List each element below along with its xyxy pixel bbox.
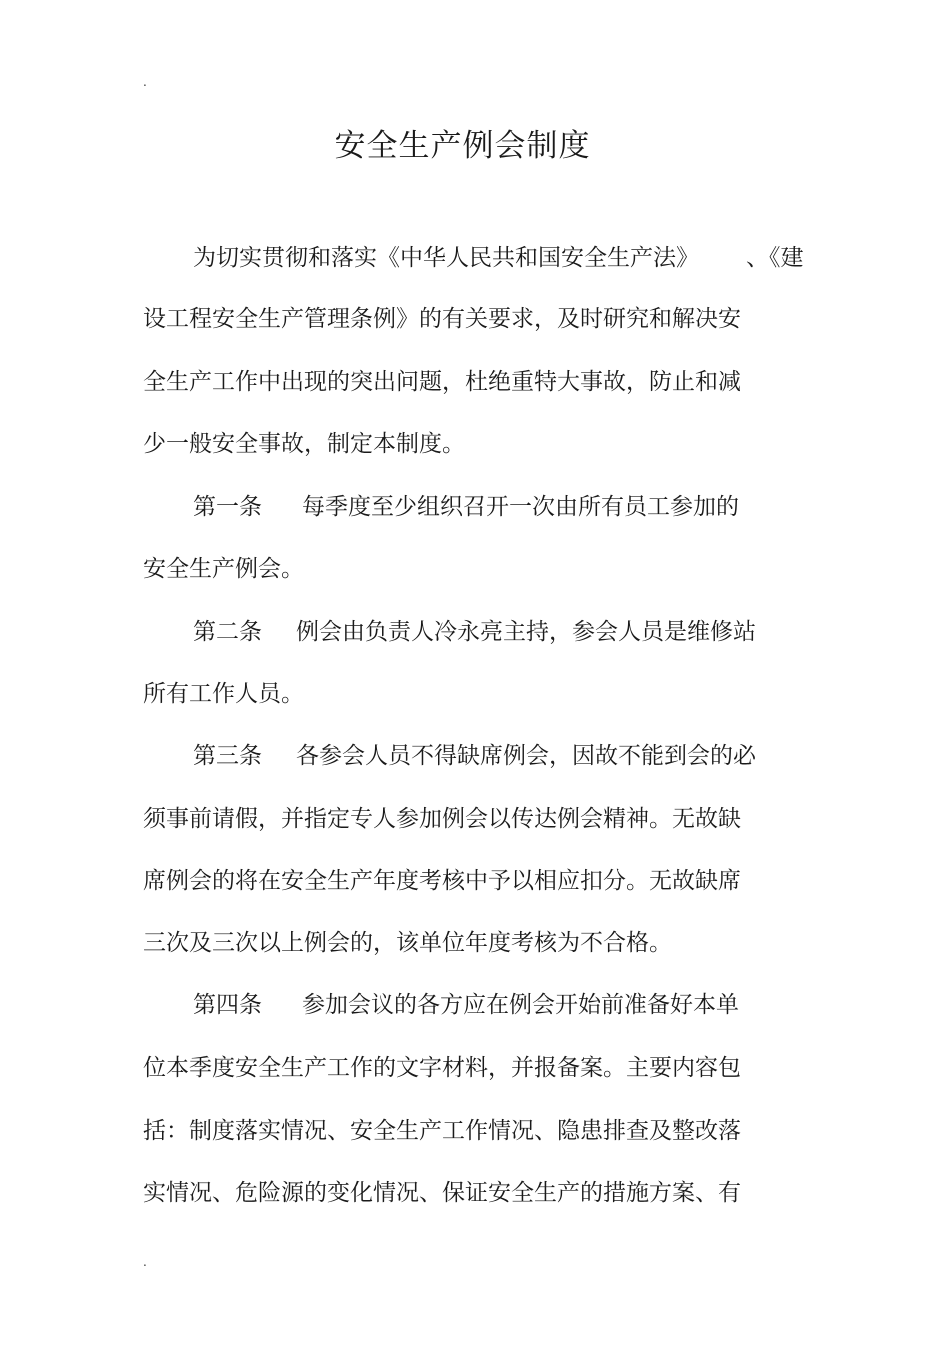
article-3-line-1 [193, 741, 756, 771]
article-4-line-2: 位本季度安全生产工作的文字材料，并报备案。主要内容包 [143, 1055, 741, 1081]
paragraph-intro-line-3: 全生产工作中出现的突出问题，杜绝重特大事故，防止和减 [143, 369, 741, 395]
paragraph-intro-line-4: 少一般安全事故，制定本制度。 [143, 431, 465, 457]
article-3-line-4: 三次及三次以上例会的，该单位年度考核为不合格。 [143, 930, 672, 956]
article-1-line-2: 安全生产例会。 [143, 556, 304, 582]
article-2-line-1 [193, 617, 756, 647]
paragraph-intro-line-2: 设工程安全生产管理条例》的有关要求，及时研究和解决安 [143, 306, 741, 332]
page-mark-top: . [143, 75, 147, 89]
article-2-line-2: 所有工作人员。 [143, 681, 304, 707]
article-1-label: 第一条 [193, 494, 262, 520]
article-4-line-1 [193, 990, 739, 1020]
article-4-line-3: 括：制度落实情况、安全生产工作情况、隐患排查及整改落 [143, 1118, 741, 1144]
article-1-line-1 [193, 492, 739, 522]
intro-line-1-part-2: 、《建 [746, 245, 804, 271]
article-4-line-4: 实情况、危险源的变化情况、保证安全生产的措施方案、有 [143, 1180, 741, 1206]
article-3-line-3: 席例会的将在安全生产年度考核中予以相应扣分。无故缺席 [143, 868, 741, 894]
article-3-text: 各参会人员不得缺席例会，因故不能到会的必 [296, 743, 756, 769]
intro-line-1-part-1: 为切实贯彻和落实《中华人民共和国安全生产法》 [193, 245, 699, 271]
article-3-line-2: 须事前请假，并指定专人参加例会以传达例会精神。无故缺 [143, 806, 741, 832]
article-3-label: 第三条 [193, 743, 262, 769]
article-4-text: 参加会议的各方应在例会开始前准备好本单 [302, 992, 739, 1018]
article-1-text: 每季度至少组织召开一次由所有员工参加的 [302, 494, 739, 520]
document-title: 安全生产例会制度 [334, 128, 591, 164]
paragraph-intro-line-1 [193, 243, 804, 273]
article-2-text: 例会由负责人冷永亮主持，参会人员是维修站 [296, 619, 756, 645]
page-mark-bottom: . [143, 1255, 147, 1269]
article-4-label: 第四条 [193, 992, 262, 1018]
article-2-label: 第二条 [193, 619, 262, 645]
